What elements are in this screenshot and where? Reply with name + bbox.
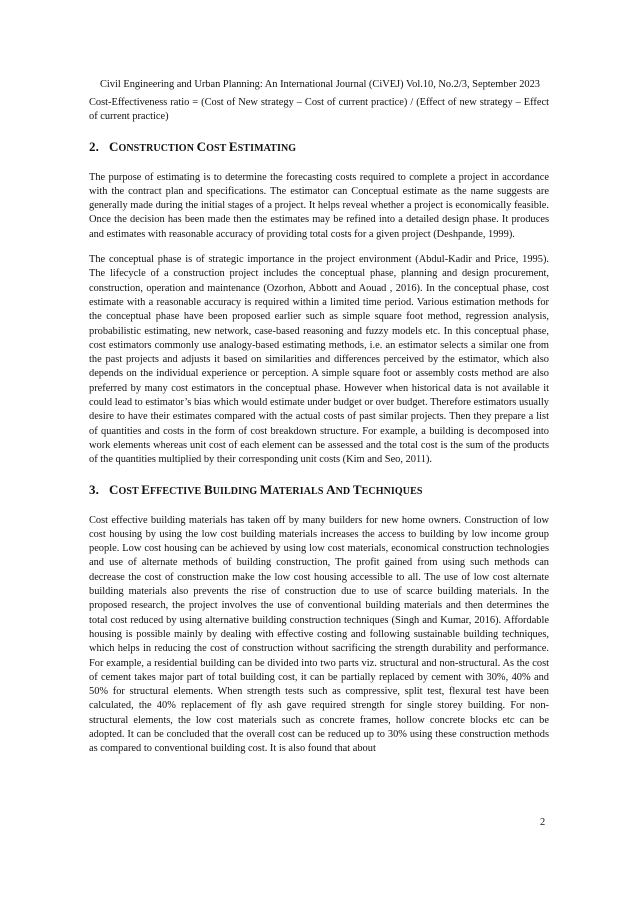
section-number: 2. [89, 138, 99, 154]
body-paragraph: Cost effective building materials has taken off by many builders for new home owners. Construction of low cost housing by using the low cost building materials increases the access to building by low income group people. Low cost housing can be achieved by using low cost materials, economical construction technologies and use of alternate methods of building construction, The profit gained from using such methods can decrease the cost of construction make the low cost housing accessible to all. The use of low cost alternate building materials also prevents the rise of construction due to use of scarce building materials. In the proposed research, the project involves the use of conventional building materials and then determines the total cost reduced by using alternative building construction techniques (Singh and Kumar, 2016). Affordable housing is possible mainly by dealing with effective costing and following sustainable building techniques, which helps in reducing the cost of construction without sacrificing the strength durability and performance. For example, a residential building can be divided into two parts viz. structural and non-structural. As the cost of cement takes major part of total building cost, it can be partially replaced by cement with 30%, 40% and 50% for structural elements. When strength tests such as compressive, split test, flexural test have been calculated, the 40% replacement of fly ash gave required strength for single storey building. For non-structural elements, the low cost materials such as concrete frames, hollow concrete blocks etc can be adopted. It can be concluded that the overall cost can be reduced up to 30% using these construction methods as compared to conventional building cost. It is also found that about [89, 514, 549, 755]
page-number: 2 [540, 817, 546, 828]
section-2-heading: 2. CONSTRUCTION COST ESTIMATING [89, 138, 297, 154]
section-3-heading: 3. COST EFFECTIVE BUILDING MATERIALS AND TECHNIQUES [89, 481, 423, 497]
body-paragraph: The purpose of estimating is to determine the forecasting costs required to complete a project in accordance with the contract plan and specifications. The estimator can Conceptual estimate as the name suggests are generally made during the initial stages of a project. It helps reveal whether a project is economically feasible. Once the decision has been made then the estimates may be refined into a detailed design phase. It produces and estimates with reasonable accuracy of providing total costs for a given project (Deshpande, 1999). [89, 171, 549, 240]
cost-effectiveness-formula: Cost-Effectiveness ratio = (Cost of New strategy – Cost of current practice) / (Effect of new strategy – Effect of current practice) [89, 97, 549, 123]
page-content [89, 96, 549, 757]
section-number: 3. [89, 481, 99, 497]
running-header: Civil Engineering and Urban Planning: An International Journal (CiVEJ) Vol.10, No.2/3, September 2023 [99, 79, 540, 90]
body-paragraph: The conceptual phase is of strategic importance in the project environment (Abdul-Kadir and Price, 1995). The lifecycle of a construction project includes the conceptual phase, planning and design procurement, construction, operation and maintenance (Ozorhon, Abbott and Aouad , 2016). In the conceptual phase, cost estimate with a reasonable accuracy is required within a limited time period. Various estimation methods for the conceptual phase have been proposed earlier such as simple square foot method, regression analysis, probabilistic estimating, new network, case-based reasoning and fuzzy models etc. In this conceptual phase, cost estimators commonly use analogy-based estimating methods, i.e. an estimator selects a similar one from the past projects and adjusts it based on similarities and differences perceived by the estimator, which also depends on the individual experience or perception. A simple square foot or assembly costs method are also preferred by many cost estimators in the conceptual phase. However when historical data is not available it could lead to estimator’s bias which would estimate under budget or over budget. Therefore estimators usually desire to have their estimates compared with the actual costs of past similar projects. Then they prepare a list of quantities and costs in the form of cost breakdown structure. For example, a building is decomposed into work elements whereas unit cost of each element can be assessed and the total cost is the sum of the products of the quantities multiplied by their corresponding unit costs (Kim and Seo, 2011). [89, 254, 549, 466]
